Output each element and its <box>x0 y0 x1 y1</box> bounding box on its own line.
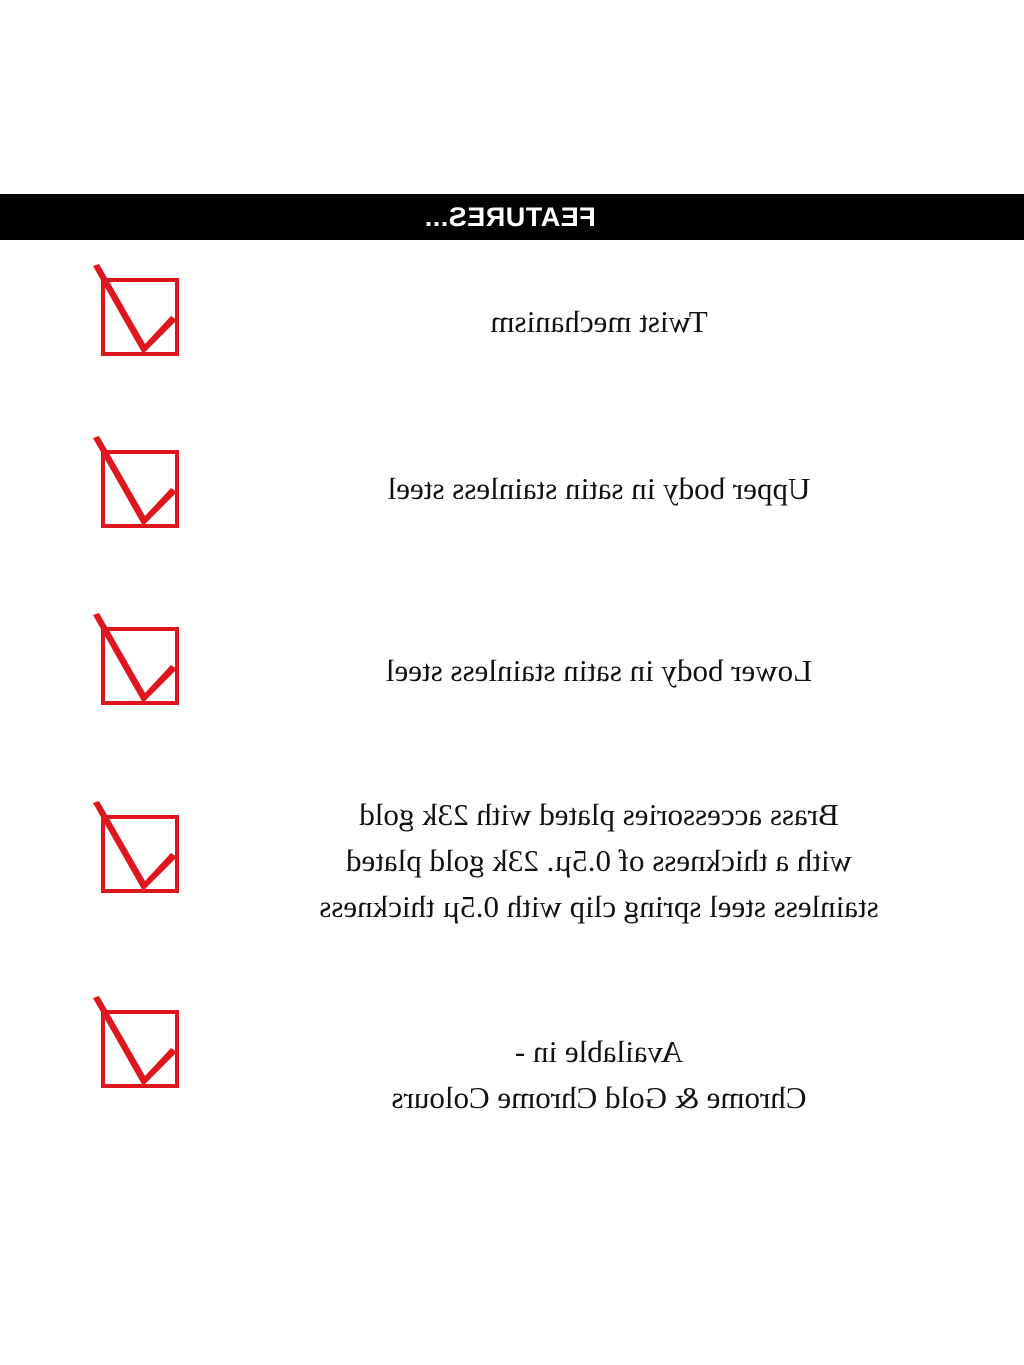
feature-text: Brass accessories plated with 23k gold with a thickness of 0.5µ. 23k gold plated stainless steel spring clip with 0.5µ thickness <box>319 797 879 924</box>
header-title: FEATURES... <box>424 202 596 232</box>
checkbox-checked-icon <box>101 627 179 705</box>
checkbox-checked-icon <box>101 278 179 356</box>
feature-text: Lower body in satin stainless steel <box>385 653 813 688</box>
feature-text: Available in - Chrome & Gold Chrome Colours <box>391 1034 807 1115</box>
feature-text: Upper body in satin stainless steel <box>387 471 811 506</box>
header-bar <box>0 194 1024 240</box>
checkbox-checked-icon <box>101 1010 179 1088</box>
checkbox-checked-icon <box>101 815 179 893</box>
feature-text: Twist mechanism <box>490 304 708 339</box>
checkbox-checked-icon <box>101 450 179 528</box>
